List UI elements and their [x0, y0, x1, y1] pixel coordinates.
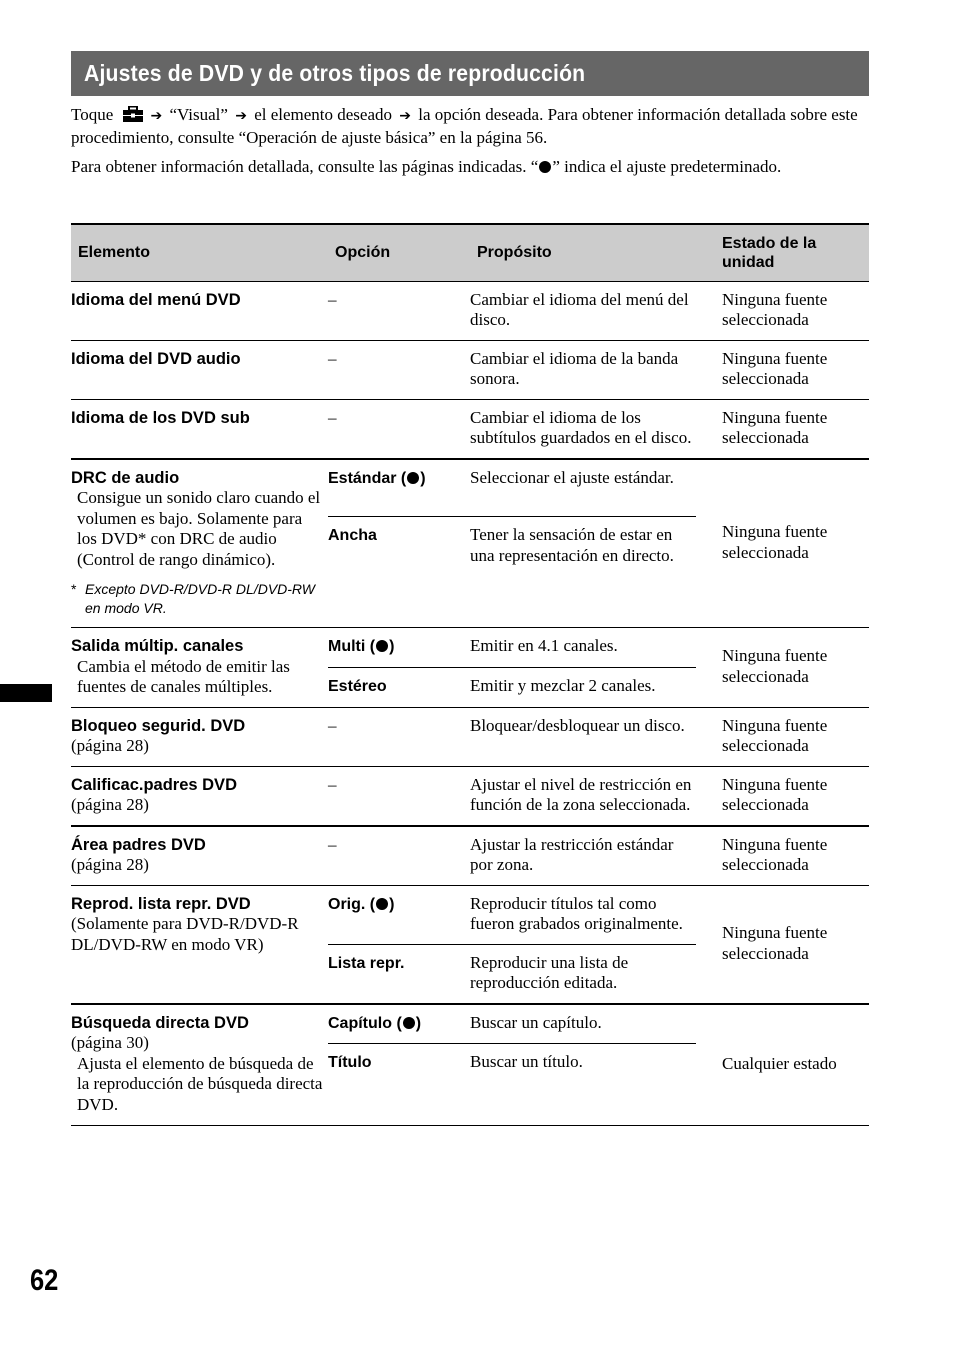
filled-circle-icon — [403, 1017, 415, 1029]
state-text: Ninguna fuente seleccionada — [722, 923, 828, 963]
state-text: Ninguna fuente seleccionada — [722, 646, 828, 686]
section-title: Ajustes de DVD y de otros tipos de reproducción — [84, 60, 586, 86]
purpose-text: Bloquear/desbloquear un disco. — [470, 715, 685, 735]
state-text: Ninguna fuente seleccionada — [722, 348, 828, 388]
state-text: Ninguna fuente seleccionada — [722, 289, 828, 329]
table-row — [71, 281, 869, 340]
option-label: Estándar ( — [328, 469, 407, 487]
right-arrow-icon: ➔ — [150, 108, 163, 124]
state-text: Ninguna fuente seleccionada — [722, 407, 828, 447]
item-page-ref: (página 28) — [71, 795, 149, 814]
option-label: Título — [328, 1054, 372, 1071]
item-note: (Solamente para DVD-R/DVD-R DL/DVD-RW en modo VR) — [71, 914, 299, 954]
section-title-bar — [71, 51, 869, 96]
header-elemento: Elemento — [71, 224, 328, 281]
option-default — [328, 470, 426, 487]
footnote-mark: * — [71, 581, 77, 597]
table-row — [71, 707, 869, 766]
purpose-text: Reproducir títulos tal como fueron grabados originalmente. — [470, 893, 683, 933]
purpose-text: Cambiar el idioma del menú del disco. — [470, 289, 689, 329]
table-row — [71, 826, 869, 886]
purpose-text: Ajustar la restricción estándar por zona. — [470, 834, 674, 874]
table-row — [71, 1004, 869, 1044]
purpose-text: Reproducir una lista de reproducción editada. — [470, 952, 629, 992]
option-label: Lista repr. — [328, 954, 405, 972]
purpose-text: Buscar un título. — [470, 1052, 583, 1071]
table-row — [71, 340, 869, 399]
intro-paragraph-2 — [71, 157, 871, 178]
purpose-text: Emitir y mezclar 2 canales. — [470, 675, 656, 695]
toolbox-icon — [122, 106, 144, 128]
item-page-ref: (página 28) — [71, 736, 149, 755]
purpose-text: Cambiar el idioma de los subtítulos guardados en el disco. — [470, 407, 692, 447]
item-name: Búsqueda directa DVD — [71, 1013, 249, 1032]
header-estado: Estado de la unidad — [696, 224, 869, 281]
page-number: 62 — [30, 1264, 59, 1297]
option-label-end: ) — [420, 469, 426, 487]
table-row — [71, 399, 869, 459]
option-value: – — [328, 289, 337, 309]
option-label-end: ) — [389, 638, 395, 655]
settings-table — [71, 223, 869, 1126]
state-text: Ninguna fuente seleccionada — [722, 522, 828, 562]
table-row — [71, 628, 869, 668]
option-label-end: ) — [415, 1014, 422, 1032]
option-value: – — [328, 407, 337, 427]
option-label-end: ) — [389, 895, 395, 913]
purpose-text: Ajustar el nivel de restricción en función de la zona seleccionada. — [470, 774, 692, 814]
table-header-row — [71, 224, 869, 281]
option-label: Ancha — [328, 527, 377, 544]
section-side-tab — [0, 684, 52, 702]
option-value: – — [328, 348, 337, 368]
filled-circle-icon — [376, 898, 388, 910]
option-label: Estéreo — [328, 677, 387, 695]
filled-circle-icon — [407, 472, 419, 484]
option-default — [328, 1015, 421, 1032]
intro-touch-text: Toque — [71, 105, 114, 124]
option-default — [328, 896, 394, 913]
state-text: Ninguna fuente seleccionada — [722, 834, 828, 874]
item-name: Calificac.padres DVD — [71, 775, 237, 794]
item-name: Idioma del menú DVD — [71, 290, 241, 309]
item-description: Cambia el método de emitir las fuentes de canales múltiples. — [77, 656, 290, 696]
intro2-start-text: Para obtener información detallada, consulte las páginas indicadas. “ — [71, 157, 539, 176]
option-label: Capítulo ( — [328, 1014, 402, 1032]
option-value: – — [328, 834, 337, 854]
item-name: Área padres DVD — [71, 835, 206, 854]
option-label: Orig. ( — [328, 895, 376, 913]
item-page-ref: (página 28) — [71, 855, 149, 874]
state-text: Cualquier estado — [722, 1054, 837, 1073]
item-name: Reprod. lista repr. DVD — [71, 894, 251, 913]
option-default — [328, 638, 394, 655]
purpose-text: Buscar un capítulo. — [470, 1012, 602, 1032]
footnote — [71, 580, 324, 618]
option-value: – — [328, 774, 337, 794]
right-arrow-icon: ➔ — [399, 108, 411, 124]
option-label: Multi ( — [328, 638, 376, 655]
footnote-text: Excepto DVD-R/DVD-R DL/DVD-RW en modo VR. — [85, 581, 315, 616]
table-row — [71, 766, 869, 826]
item-page-ref: (página 30) — [71, 1033, 149, 1052]
option-value: – — [328, 715, 337, 735]
intro2-end-text: ” indica el ajuste predeterminado. — [552, 157, 782, 176]
purpose-text: Tener la sensación de estar en una representación en directo. — [470, 525, 674, 565]
filled-circle-icon — [539, 161, 551, 173]
item-description: Ajusta el elemento de búsqueda de la reproducción de búsqueda directa DVD. — [77, 1053, 323, 1114]
item-name: Bloqueo segurid. DVD — [71, 716, 246, 735]
purpose-text: Emitir en 4.1 canales. — [470, 636, 618, 655]
header-proposito: Propósito — [470, 224, 696, 281]
purpose-text: Cambiar el idioma de la banda sonora. — [470, 348, 679, 388]
item-description: Consigue un sonido claro cuando el volumen es bajo. Solamente para los DVD* con DRC de audio (Control de rango dinámico). — [77, 488, 321, 569]
item-name: Idioma de los DVD sub — [71, 408, 250, 427]
header-opcion: Opción — [328, 224, 470, 281]
state-text: Ninguna fuente seleccionada — [722, 715, 828, 755]
intro-element-text: el elemento deseado — [254, 105, 393, 124]
state-text: Ninguna fuente seleccionada — [722, 774, 828, 814]
item-name: Salida múltip. canales — [71, 637, 244, 655]
item-name: DRC de audio — [71, 468, 180, 487]
intro-visual-text: “Visual” — [169, 105, 228, 124]
item-name: Idioma del DVD audio — [71, 349, 241, 368]
right-arrow-icon: ➔ — [235, 108, 247, 124]
intro-paragraph-1 — [71, 105, 871, 148]
table-row — [71, 885, 869, 944]
filled-circle-icon — [376, 640, 388, 652]
table-row — [71, 459, 869, 517]
intro-rest-text: la opción deseada. Para obtener información detallada sobre este procedimiento, consulte “Operación de ajuste básica” en la página 56. — [71, 105, 858, 147]
purpose-text: Seleccionar el ajuste estándar. — [470, 467, 674, 487]
